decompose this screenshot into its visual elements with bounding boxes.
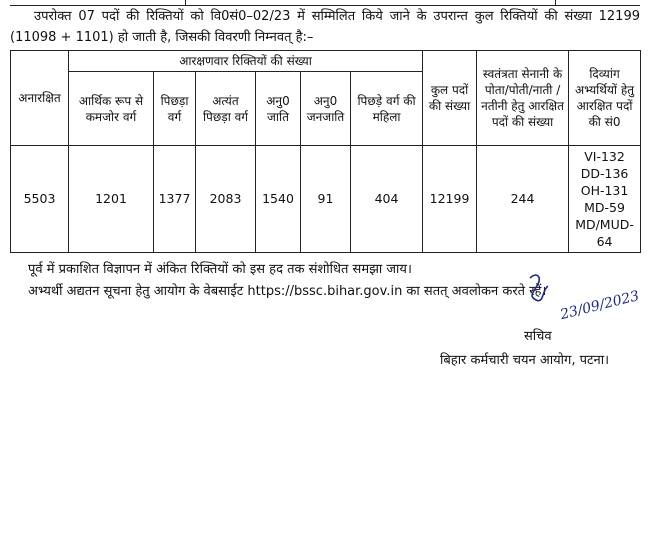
val-divyang [569,146,641,253]
designation: सचिव [524,329,552,344]
office-name: बिहार कर्मचारी चयन आयोग, पटना। [440,353,610,368]
val-bc-women: 404 [351,146,423,253]
header-row-1 [11,51,641,72]
divyang-dd: DD-136 [580,166,629,181]
vacancy-table [10,50,641,253]
signature-date: 23/09/2023 [558,288,641,324]
divyang-md: MD-59 [584,200,625,215]
col-divyang: दिव्यांग अभ्यर्थियों हेतु आरक्षित पदों की सं0 [569,51,641,146]
note-revision: पूर्व में प्रकाशित विज्ञापन में अंकित रिक्तियों को इस हद तक संशोधित समझा जाय। [28,262,412,277]
divyang-oh: OH-131 [580,183,629,198]
col-group-reserved: आरक्षणवार रिक्तियों की संख्या [69,51,423,72]
val-unreserved: 5503 [11,146,69,253]
val-ebc: 2083 [196,146,256,253]
note-website: अभ्यर्थी अद्यतन सूचना हेतु आयोग के वेबसाईट https://bssc.bihar.gov.in का सतत् अवलोकन करते रहें। [28,284,547,299]
val-freedom-fighter: 244 [477,146,569,253]
intro-paragraph: उपरोक्त 07 पदों की रिक्तियों को वि0सं0–02/23 में सम्मिलित किये जाने के उपरान्त कुल रिक्तियों की संख्या 12199 (11098 + 1101) हो जाती है, जिसकी विवरणी निम्नवत् है:– [10,9,640,45]
col-sc: अनु0 जाति [256,72,301,146]
divyang-md-mud: MD/MUD-64 [575,217,634,249]
divyang-vi: VI-132 [584,149,625,164]
val-total: 12199 [423,146,477,253]
table-row [11,146,641,253]
val-ews: 1201 [69,146,154,253]
col-st: अनु0 जनजाति [301,72,351,146]
col-bc: पिछड़ा वर्ग [154,72,196,146]
col-unreserved: अनारक्षित [11,51,69,146]
col-freedom-fighter: स्वतंत्रता सेनानी के पोता/पोती/नाती /नतीनी हेतु आरक्षित पदों की संख्या [477,51,569,146]
val-bc: 1377 [154,146,196,253]
val-st: 91 [301,146,351,253]
col-bc-women: पिछड़े वर्ग की महिला [351,72,423,146]
col-ebc: अत्यंत पिछड़ा वर्ग [196,72,256,146]
handwritten-signature [522,270,641,330]
val-sc: 1540 [256,146,301,253]
col-total: कुल पदों की संख्या [423,51,477,146]
col-ews: आर्थिक रूप से कमजोर वर्ग [69,72,154,146]
